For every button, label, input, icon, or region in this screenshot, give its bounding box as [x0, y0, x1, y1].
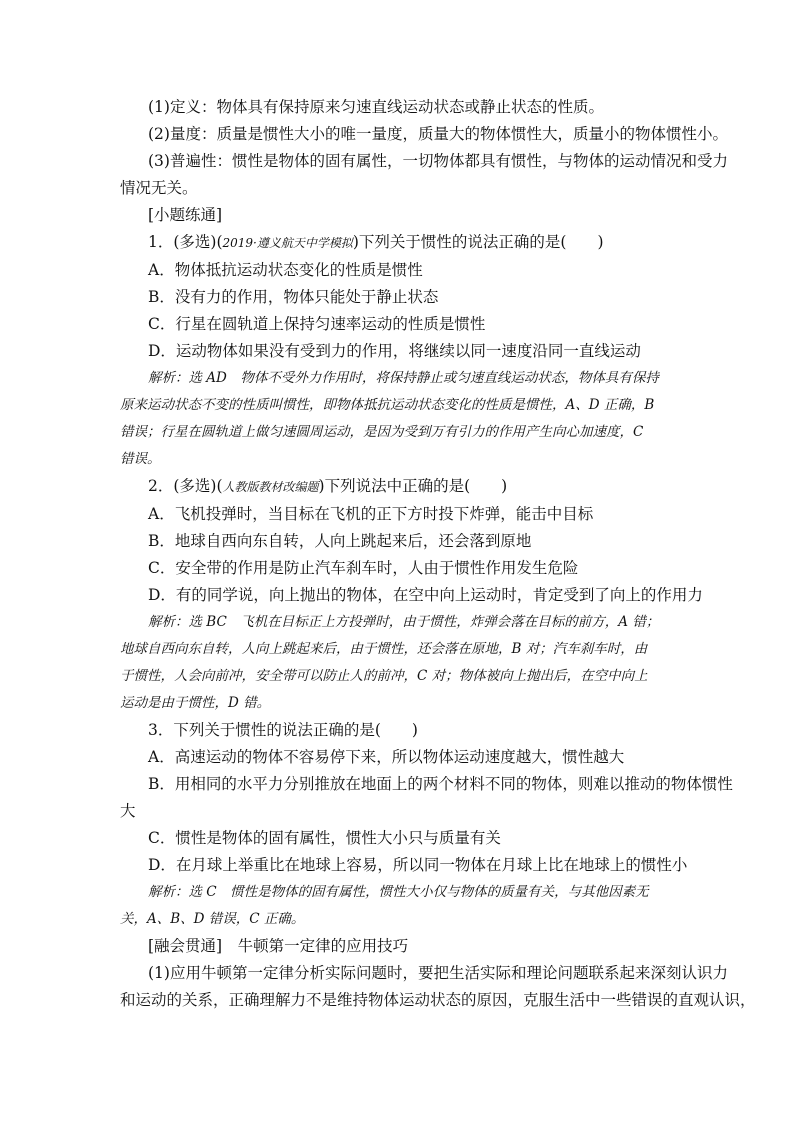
question-2-explanation-line-2: 地球自西向东自转，人向上跳起来后，由于惯性，还会落在原地，B 对；汽车刹车时，由 [120, 641, 648, 657]
question-1-explanation-line-4: 错误。 [120, 451, 161, 467]
question-2-source: 人教版教材改编题 [222, 480, 319, 494]
question-3-explanation-line-1: 解析：选 C 惯性是物体的固有属性，惯性大小仅与物体的质量有关，与其他因素无 [148, 884, 649, 900]
question-2-suffix: )下列说法中正确的是( ) [318, 477, 508, 495]
question-2-option-a: A．飞机投弹时，当目标在飞机的正下方时投下炸弹，能击中目标 [148, 505, 594, 523]
question-3-option-c: C．惯性是物体的固有属性，惯性大小只与质量有关 [148, 829, 501, 847]
fusion-paragraph-line-2: 和运动的关系，正确理解力不是维持物体运动状态的原因，克服生活中一些错误的直观认识， [120, 991, 756, 1009]
fusion-paragraph-line-1: (1)应用牛顿第一定律分析实际问题时，要把生活实际和理论问题联系起来深刻认识力 [148, 964, 728, 982]
question-1-explanation-line-1: 解析：选 AD 物体不受外力作用时，将保持静止或匀速直线运动状态，物体具有保持 [148, 370, 659, 386]
inertia-measure: (2)量度：质量是惯性大小的唯一量度，质量大的物体惯性大，质量小的物体惯性小。 [148, 125, 728, 143]
question-2-option-c: C．安全带的作用是防止汽车刹车时，人由于惯性作用发生危险 [148, 559, 579, 577]
question-2-stem [120, 473, 680, 501]
question-1-option-b: B．没有力的作用，物体只能处于静止状态 [148, 288, 439, 306]
question-1-suffix: )下列关于惯性的说法正确的是( ) [352, 233, 604, 251]
question-2-prefix: 2．(多选)( [148, 477, 223, 495]
section-fusion-heading: [融会贯通] 牛顿第一定律的应用技巧 [148, 937, 409, 955]
inertia-universality-line-2: 情况无关。 [120, 179, 198, 197]
question-1-option-c: C．行星在圆轨道上保持匀速率运动的性质是惯性 [148, 315, 486, 333]
inertia-definition: (1)定义：物体具有保持原来匀速直线运动状态或静止状态的性质。 [148, 98, 604, 116]
question-3-option-b-line-2: 大 [120, 802, 136, 820]
question-1-explanation-line-3: 错误；行星在圆轨道上做匀速圆周运动，是因为受到万有引力的作用产生向心加速度，C [120, 424, 644, 440]
question-3-stem: 3．下列关于惯性的说法正确的是( ) [148, 721, 418, 739]
inertia-universality-line-1: (3)普遍性：惯性是物体的固有属性，一切物体都具有惯性，与物体的运动情况和受力 [148, 152, 728, 170]
question-1-option-d: D．运动物体如果没有受到力的作用，将继续以同一速度沿同一直线运动 [148, 342, 641, 360]
question-1-explanation-line-2: 原来运动状态不变的性质叫惯性，即物体抵抗运动状态变化的性质是惯性，A、D 正确，B [120, 397, 655, 413]
document-page [120, 94, 756, 1014]
question-2-option-b: B．地球自西向东自转，人向上跳起来后，还会落到原地 [148, 532, 532, 550]
question-2-explanation-line-4: 运动是由于惯性，D 错。 [120, 695, 271, 711]
question-3-explanation-line-2: 关，A、B、D 错误，C 正确。 [120, 911, 305, 927]
question-1-stem [120, 229, 680, 257]
question-3-option-a: A．高速运动的物体不容易停下来，所以物体运动速度越大，惯性越大 [148, 748, 625, 766]
question-2-option-d: D．有的同学说，向上抛出的物体，在空中向上运动时，肯定受到了向上的作用力 [148, 586, 703, 604]
question-1-option-a: A．物体抵抗运动状态变化的性质是惯性 [148, 261, 423, 279]
section-practice-heading: [小题练通] [148, 206, 223, 224]
question-1-source: 2019·遵义航天中学模拟 [222, 236, 353, 250]
question-1-prefix: 1．(多选)( [148, 233, 223, 251]
question-3-option-b-line-1: B．用相同的水平力分别推放在地面上的两个材料不同的物体，则难以推动的物体惯性 [148, 775, 733, 793]
question-2-explanation-line-1: 解析：选 BC 飞机在目标正上方投弹时，由于惯性，炸弹会落在目标的前方，A 错； [148, 614, 660, 630]
question-2-explanation-line-3: 于惯性，人会向前冲，安全带可以防止人的前冲，C 对；物体被向上抛出后，在空中向上 [120, 668, 648, 684]
question-3-option-d: D．在月球上举重比在地球上容易，所以同一物体在月球上比在地球上的惯性小 [148, 856, 688, 874]
